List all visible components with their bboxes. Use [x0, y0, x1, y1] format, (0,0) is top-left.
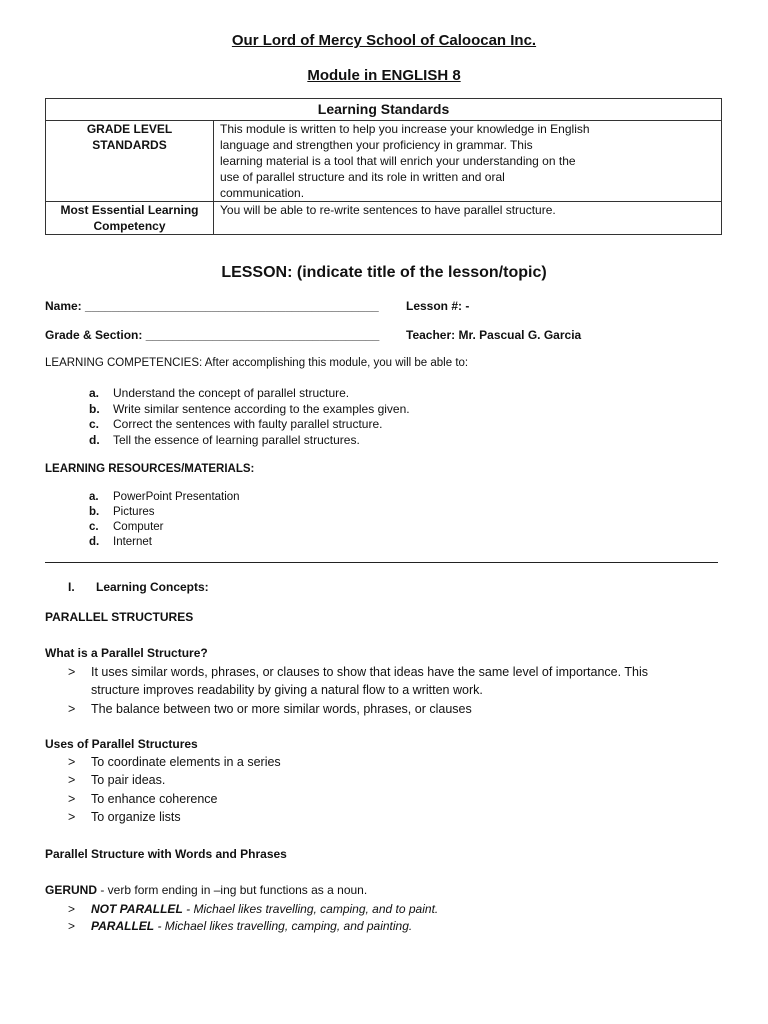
resource-text: Pictures: [113, 506, 155, 518]
parallel-example: - Michael likes travelling, camping, and painting.: [154, 919, 413, 933]
school-name: Our Lord of Mercy School of Caloocan Inc.: [231, 32, 537, 49]
roman-numeral: I.: [68, 580, 75, 594]
resources-heading: LEARNING RESOURCES/MATERIALS:: [45, 463, 255, 475]
gerund-def-text: - verb form ending in –ing but functions as a noun.: [97, 883, 368, 897]
competency-text: Understand the concept of parallel structure.: [113, 386, 350, 400]
competency-text: Tell the essence of learning parallel structures.: [113, 433, 360, 447]
resource-text: Computer: [113, 521, 164, 533]
grade-level-standards-text: [214, 121, 722, 202]
competency-item: [89, 433, 360, 447]
resource-item: [89, 521, 164, 533]
learning-standards-title: Learning Standards: [46, 99, 722, 121]
competencies-heading: LEARNING COMPETENCIES: After accomplishing this module, you will be able to:: [45, 357, 469, 369]
mel-label-line1: Most Essential Learning: [60, 203, 199, 217]
name-field: Name: ____________________________________________: [45, 299, 379, 313]
what-heading: What is a Parallel Structure?: [45, 646, 208, 660]
grade-level-standards-label: [46, 121, 214, 202]
bullet-text: To pair ideas.: [91, 773, 166, 787]
arrow-bullet-icon: >: [68, 702, 76, 716]
list-marker: d.: [89, 433, 100, 447]
parallel-label: PARALLEL: [91, 919, 155, 933]
mel-text-line: You will be able to re-write sentences to have parallel structure.: [220, 203, 556, 217]
bullet-text: To organize lists: [91, 810, 181, 824]
list-marker: a.: [89, 386, 100, 400]
uses-heading: Uses of Parallel Structures: [45, 737, 198, 751]
list-marker: b.: [89, 402, 100, 416]
list-marker: d.: [89, 536, 100, 548]
grade-level-label-line2: STANDARDS: [92, 138, 167, 152]
bullet-text: structure improves readability by giving a natural flow to a written work.: [91, 683, 483, 697]
section-divider: [45, 562, 718, 563]
list-marker: c.: [89, 521, 99, 533]
grade-text-line: language and strengthen your proficiency in grammar. This: [220, 138, 533, 152]
not-parallel-label: NOT PARALLEL: [91, 902, 183, 916]
competency-text: Write similar sentence according to the examples given.: [113, 402, 410, 416]
resource-item: [89, 506, 155, 518]
mel-label-line2: Competency: [93, 219, 166, 233]
competency-text: Correct the sentences with faulty parallel structure.: [113, 417, 383, 431]
list-marker: a.: [89, 491, 99, 503]
lesson-number: Lesson #: -: [406, 299, 470, 313]
arrow-bullet-icon: >: [68, 665, 76, 679]
grade-text-line: use of parallel structure and its role in written and oral: [220, 170, 505, 184]
gerund-label: GERUND: [45, 883, 98, 897]
arrow-bullet-icon: >: [68, 792, 76, 806]
mel-competency-text: [214, 202, 722, 235]
learning-concepts-heading: Learning Concepts:: [96, 580, 209, 594]
grade-text-line: learning material is a tool that will enrich your understanding on the: [220, 154, 576, 168]
resource-item: [89, 491, 240, 503]
mel-competency-label: [46, 202, 214, 235]
arrow-bullet-icon: >: [68, 902, 76, 916]
arrow-bullet-icon: >: [68, 773, 76, 787]
competency-item: [89, 386, 349, 400]
arrow-bullet-icon: >: [68, 919, 76, 933]
bullet-text: To enhance coherence: [91, 792, 218, 806]
grade-section-field: Grade & Section: ___________________________________: [45, 328, 380, 342]
bullet-text: The balance between two or more similar words, phrases, or clauses: [91, 702, 472, 716]
resource-text: PowerPoint Presentation: [113, 491, 240, 503]
grade-level-label-line1: GRADE LEVEL: [86, 122, 173, 136]
list-marker: b.: [89, 506, 100, 518]
competency-item: [89, 417, 382, 431]
resource-text: Internet: [113, 536, 152, 548]
arrow-bullet-icon: >: [68, 810, 76, 824]
gerund-definition: [45, 883, 367, 897]
bullet-text: It uses similar words, phrases, or clauses to show that ideas have the same level of importance. This: [91, 665, 648, 679]
bullet-text: To coordinate elements in a series: [91, 755, 281, 769]
grade-text-line: This module is written to help you increase your knowledge in English: [220, 122, 590, 136]
parallel-structures-heading: PARALLEL STRUCTURES: [45, 610, 194, 624]
arrow-bullet-icon: >: [68, 755, 76, 769]
grade-text-line: communication.: [220, 186, 305, 200]
words-phrases-heading: Parallel Structure with Words and Phrases: [45, 847, 287, 861]
resource-item: [89, 536, 152, 548]
learning-standards-table: [45, 98, 722, 235]
lesson-title: LESSON: (indicate title of the lesson/topic): [221, 264, 547, 281]
module-title: Module in ENGLISH 8: [307, 67, 461, 84]
teacher-name: Teacher: Mr. Pascual G. Garcia: [406, 328, 582, 342]
competency-item: [89, 402, 410, 416]
not-parallel-example: - Michael likes travelling, camping, and to paint.: [182, 902, 439, 916]
list-marker: c.: [89, 417, 100, 431]
